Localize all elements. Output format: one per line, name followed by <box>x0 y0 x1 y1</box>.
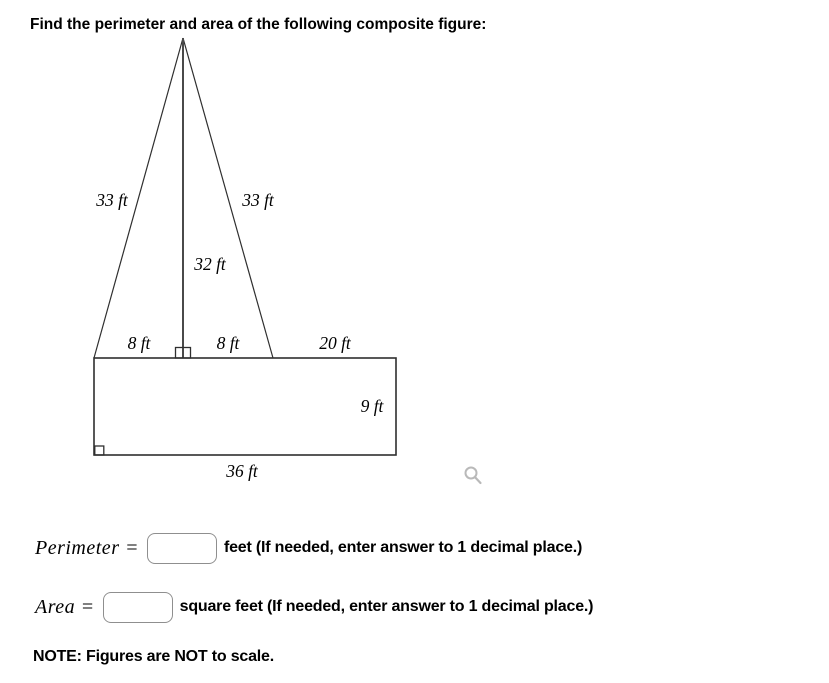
perimeter-label: Perimeter = <box>35 536 139 559</box>
perimeter-input[interactable] <box>147 533 217 564</box>
label-right-side: 33 ft <box>242 190 274 210</box>
label-rect-bottom: 36 ft <box>226 461 258 481</box>
label-left-side: 33 ft <box>96 190 128 210</box>
composite-figure-diagram <box>0 0 510 510</box>
label-base-left: 8 ft <box>127 333 151 353</box>
label-top-right-segment: 20 ft <box>319 333 351 353</box>
area-units-hint: square feet (If needed, enter answer to 1 decimal place.) <box>179 598 594 615</box>
magnifier-icon[interactable] <box>466 468 481 484</box>
area-input[interactable] <box>103 592 173 623</box>
area-answer-row <box>35 589 593 625</box>
perimeter-answer-row <box>35 530 582 566</box>
right-angle-marker-corner <box>95 446 104 455</box>
label-base-right: 8 ft <box>216 333 240 353</box>
label-altitude: 32 ft <box>194 254 226 274</box>
label-rect-right-side: 9 ft <box>360 396 384 416</box>
question-title: Find the perimeter and area of the following composite figure: <box>30 16 487 33</box>
not-to-scale-note: NOTE: Figures are NOT to scale. <box>33 648 274 665</box>
rectangle-outline <box>94 358 396 455</box>
area-label: Area = <box>35 595 95 618</box>
perimeter-units-hint: feet (If needed, enter answer to 1 decimal place.) <box>223 539 583 556</box>
